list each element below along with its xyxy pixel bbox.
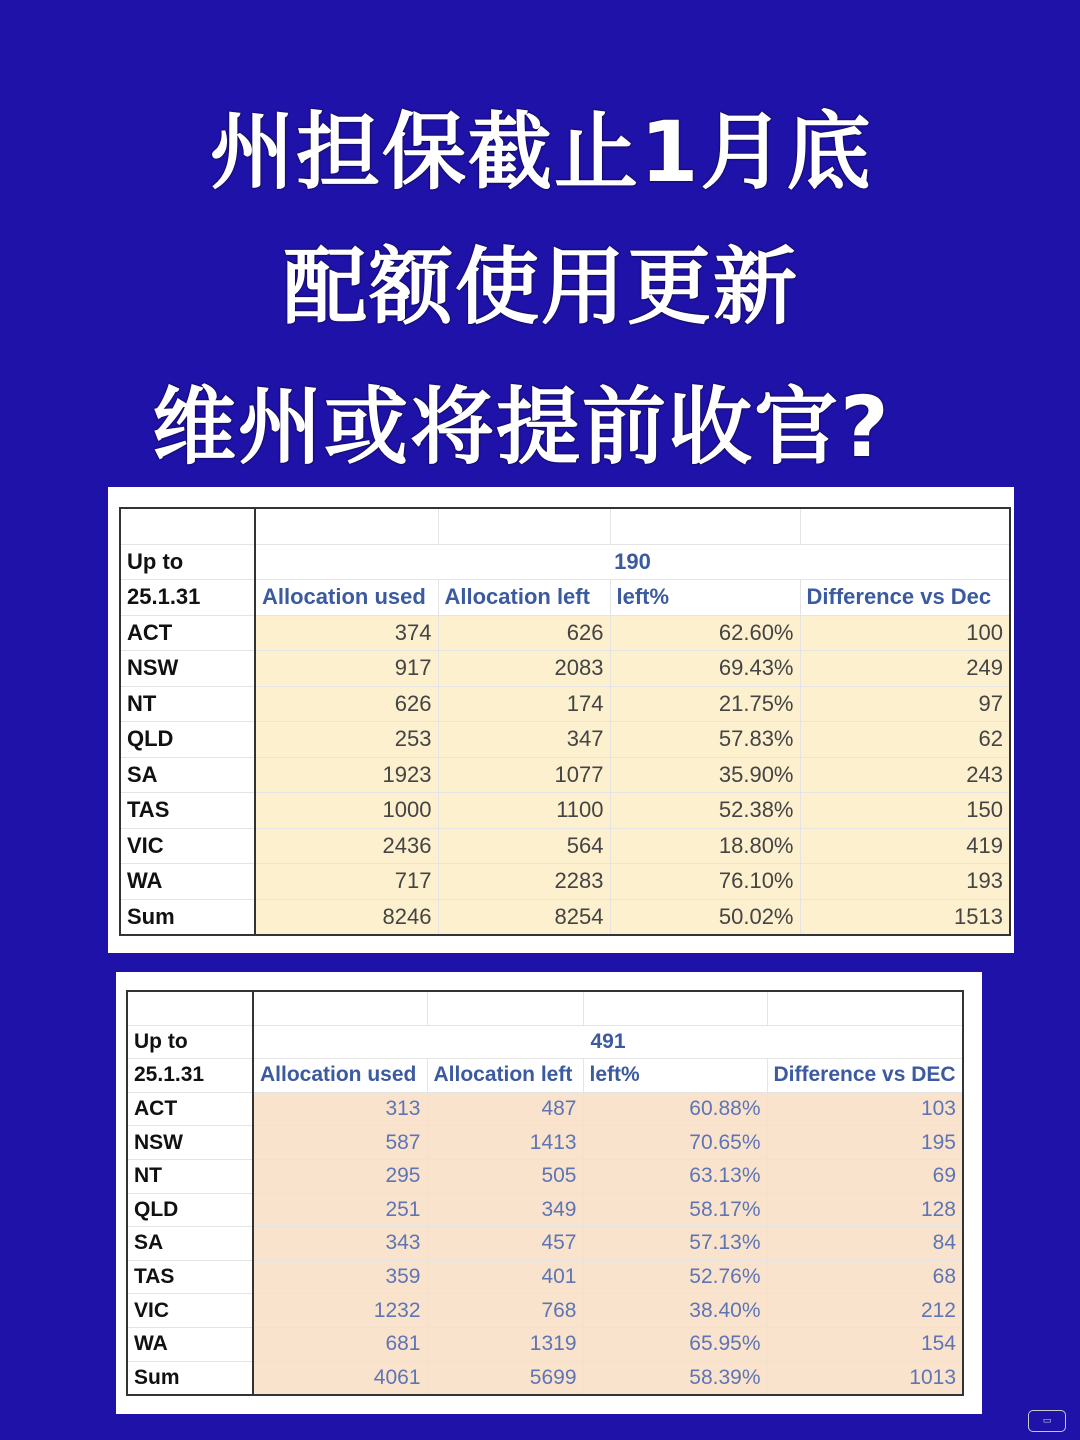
difference-cell: 249 xyxy=(800,651,1010,687)
left-percent-cell: 69.43% xyxy=(610,651,800,687)
allocation-used-cell: 343 xyxy=(253,1227,427,1261)
allocation-left-cell: 626 xyxy=(438,615,610,651)
left-percent-cell: 57.83% xyxy=(610,722,800,758)
left-percent-cell: 58.39% xyxy=(583,1361,767,1395)
table-row xyxy=(127,1227,963,1261)
group-row xyxy=(120,544,1010,580)
difference-cell: 84 xyxy=(767,1227,963,1261)
header-allocation-left: Allocation left xyxy=(438,580,610,616)
allocation-used-cell: 251 xyxy=(253,1193,427,1227)
left-percent-cell: 62.60% xyxy=(610,615,800,651)
allocation-used-cell: 681 xyxy=(253,1327,427,1361)
header-row xyxy=(127,1059,963,1093)
left-percent-cell: 65.95% xyxy=(583,1327,767,1361)
allocation-used-cell: 1923 xyxy=(255,757,438,793)
state-label: ACT xyxy=(127,1092,253,1126)
allocation-left-cell: 401 xyxy=(427,1260,583,1294)
title-line-3: 维州或将提前收官? xyxy=(152,378,891,476)
left-percent-cell: 50.02% xyxy=(610,899,800,935)
left-percent-cell: 18.80% xyxy=(610,828,800,864)
visa-group-label: 190 xyxy=(255,544,1010,580)
state-label: QLD xyxy=(120,722,255,758)
left-percent-cell: 57.13% xyxy=(583,1227,767,1261)
left-percent-cell: 70.65% xyxy=(583,1126,767,1160)
table-row xyxy=(127,1126,963,1160)
header-allocation-used: Allocation used xyxy=(253,1059,427,1093)
date-label: 25.1.31 xyxy=(120,580,255,616)
table-row xyxy=(120,864,1010,900)
left-percent-cell: 76.10% xyxy=(610,864,800,900)
left-percent-cell: 58.17% xyxy=(583,1193,767,1227)
header-left-percent: left% xyxy=(610,580,800,616)
title-line-1: 州担保截止1月底 xyxy=(210,103,873,201)
left-percent-cell: 63.13% xyxy=(583,1159,767,1193)
table-row xyxy=(120,828,1010,864)
state-label: SA xyxy=(120,757,255,793)
difference-cell: 1013 xyxy=(767,1361,963,1395)
state-label: WA xyxy=(120,864,255,900)
left-percent-cell: 35.90% xyxy=(610,757,800,793)
header-left-percent: left% xyxy=(583,1059,767,1093)
allocation-used-cell: 2436 xyxy=(255,828,438,864)
difference-cell: 193 xyxy=(800,864,1010,900)
difference-cell: 150 xyxy=(800,793,1010,829)
allocation-left-cell: 564 xyxy=(438,828,610,864)
allocation-left-cell: 1077 xyxy=(438,757,610,793)
table-row xyxy=(127,1092,963,1126)
allocation-left-cell: 2083 xyxy=(438,651,610,687)
allocation-used-cell: 4061 xyxy=(253,1361,427,1395)
state-label: ACT xyxy=(120,615,255,651)
table-row xyxy=(127,1159,963,1193)
difference-cell: 1513 xyxy=(800,899,1010,935)
allocation-used-cell: 1000 xyxy=(255,793,438,829)
allocation-left-cell: 1413 xyxy=(427,1126,583,1160)
allocation-table-491 xyxy=(126,990,964,1396)
difference-cell: 100 xyxy=(800,615,1010,651)
allocation-used-cell: 717 xyxy=(255,864,438,900)
allocation-left-cell: 487 xyxy=(427,1092,583,1126)
state-label: VIC xyxy=(127,1294,253,1328)
difference-cell: 62 xyxy=(800,722,1010,758)
left-percent-cell: 52.38% xyxy=(610,793,800,829)
spreadsheet-190 xyxy=(108,487,1014,953)
table-row xyxy=(120,722,1010,758)
difference-cell: 68 xyxy=(767,1260,963,1294)
allocation-left-cell: 505 xyxy=(427,1159,583,1193)
state-label: QLD xyxy=(127,1193,253,1227)
difference-cell: 69 xyxy=(767,1159,963,1193)
visa-group-label: 491 xyxy=(253,1025,963,1059)
title-line-2: 配额使用更新 xyxy=(283,238,800,336)
allocation-table-190 xyxy=(119,507,1011,936)
allocation-used-cell: 626 xyxy=(255,686,438,722)
difference-cell: 154 xyxy=(767,1327,963,1361)
header-difference: Difference vs DEC xyxy=(767,1059,963,1093)
watermark-logo: ▭ xyxy=(1028,1410,1066,1432)
table-row xyxy=(120,686,1010,722)
allocation-used-cell: 359 xyxy=(253,1260,427,1294)
allocation-left-cell: 8254 xyxy=(438,899,610,935)
difference-cell: 97 xyxy=(800,686,1010,722)
table-row xyxy=(120,793,1010,829)
table-row xyxy=(120,615,1010,651)
allocation-used-cell: 1232 xyxy=(253,1294,427,1328)
spreadsheet-491 xyxy=(116,972,982,1414)
table-row xyxy=(120,899,1010,935)
allocation-used-cell: 313 xyxy=(253,1092,427,1126)
allocation-left-cell: 174 xyxy=(438,686,610,722)
date-label: 25.1.31 xyxy=(127,1059,253,1093)
difference-cell: 103 xyxy=(767,1092,963,1126)
allocation-left-cell: 347 xyxy=(438,722,610,758)
header-row xyxy=(120,580,1010,616)
difference-cell: 243 xyxy=(800,757,1010,793)
allocation-left-cell: 2283 xyxy=(438,864,610,900)
left-percent-cell: 38.40% xyxy=(583,1294,767,1328)
allocation-used-cell: 8246 xyxy=(255,899,438,935)
difference-cell: 128 xyxy=(767,1193,963,1227)
group-row xyxy=(127,1025,963,1059)
allocation-used-cell: 917 xyxy=(255,651,438,687)
state-label: VIC xyxy=(120,828,255,864)
table-row xyxy=(120,757,1010,793)
state-label: SA xyxy=(127,1227,253,1261)
table-row xyxy=(127,1294,963,1328)
state-label: NSW xyxy=(127,1126,253,1160)
table-row xyxy=(127,1260,963,1294)
difference-cell: 212 xyxy=(767,1294,963,1328)
blank-row xyxy=(127,991,963,1025)
state-label: NT xyxy=(127,1159,253,1193)
allocation-left-cell: 5699 xyxy=(427,1361,583,1395)
header-allocation-left: Allocation left xyxy=(427,1059,583,1093)
allocation-left-cell: 1100 xyxy=(438,793,610,829)
table-row xyxy=(127,1327,963,1361)
state-label: NSW xyxy=(120,651,255,687)
table-row xyxy=(127,1361,963,1395)
allocation-left-cell: 768 xyxy=(427,1294,583,1328)
state-label: WA xyxy=(127,1327,253,1361)
left-percent-cell: 60.88% xyxy=(583,1092,767,1126)
header-difference: Difference vs Dec xyxy=(800,580,1010,616)
state-label: NT xyxy=(120,686,255,722)
difference-cell: 419 xyxy=(800,828,1010,864)
allocation-used-cell: 295 xyxy=(253,1159,427,1193)
difference-cell: 195 xyxy=(767,1126,963,1160)
up-to-label: Up to xyxy=(127,1025,253,1059)
header-allocation-used: Allocation used xyxy=(255,580,438,616)
allocation-left-cell: 457 xyxy=(427,1227,583,1261)
up-to-label: Up to xyxy=(120,544,255,580)
left-percent-cell: 52.76% xyxy=(583,1260,767,1294)
blank-row xyxy=(120,508,1010,544)
table-row xyxy=(127,1193,963,1227)
allocation-used-cell: 253 xyxy=(255,722,438,758)
state-label: Sum xyxy=(127,1361,253,1395)
state-label: Sum xyxy=(120,899,255,935)
state-label: TAS xyxy=(127,1260,253,1294)
left-percent-cell: 21.75% xyxy=(610,686,800,722)
state-label: TAS xyxy=(120,793,255,829)
allocation-left-cell: 349 xyxy=(427,1193,583,1227)
allocation-used-cell: 587 xyxy=(253,1126,427,1160)
allocation-used-cell: 374 xyxy=(255,615,438,651)
table-row xyxy=(120,651,1010,687)
allocation-left-cell: 1319 xyxy=(427,1327,583,1361)
